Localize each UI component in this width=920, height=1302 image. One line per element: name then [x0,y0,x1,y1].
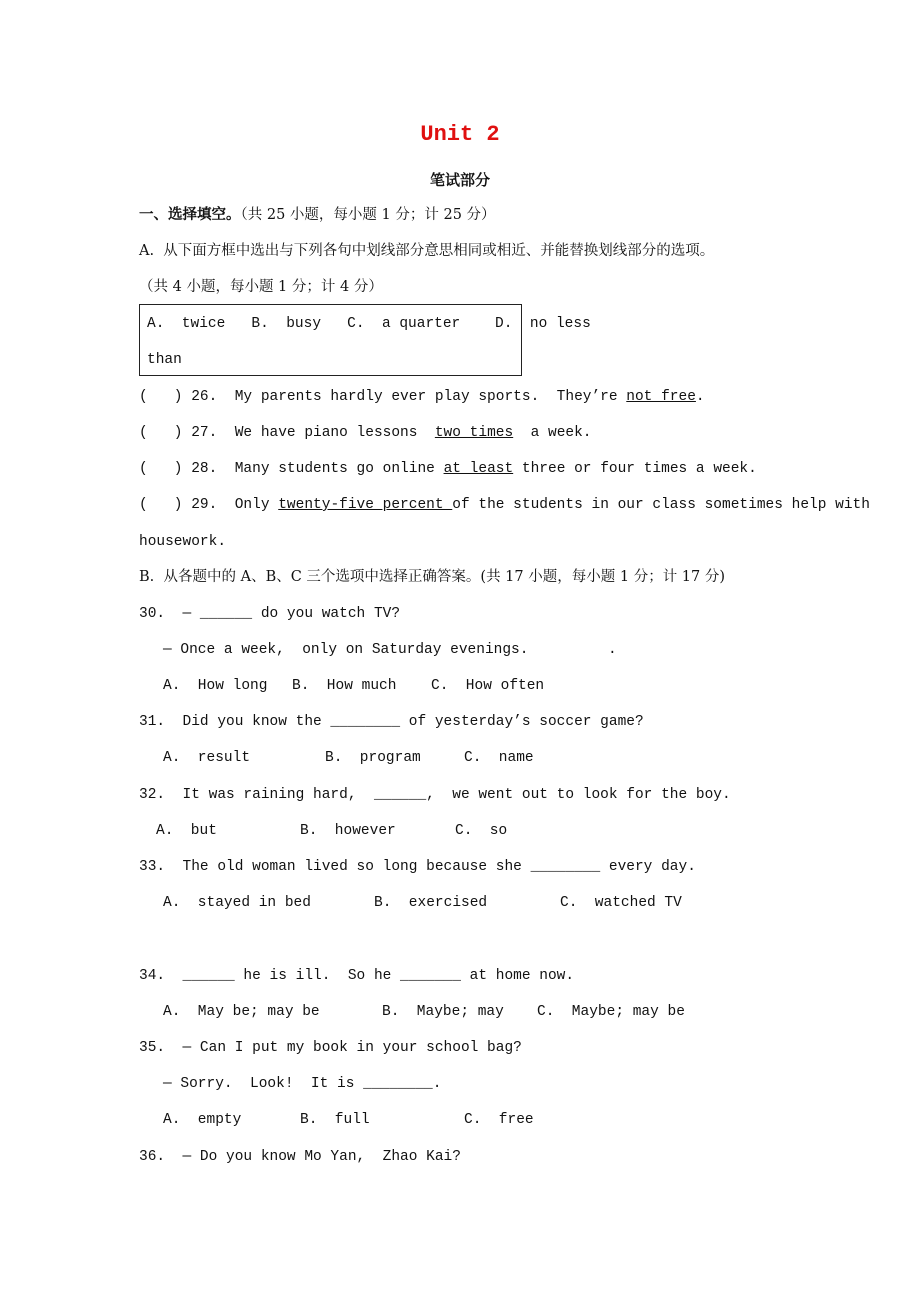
q29-end: of the students in our class sometimes help with [452,497,870,513]
q26-text: ( ) 26. My parents hardly ever play sports. They’re [139,389,627,405]
q35-option-b: B. full [300,1112,370,1128]
q27-text: ( ) 27. We have piano lessons [139,425,435,441]
q26-underlined: not free [626,389,696,405]
question-33: 33. The old woman lived so long because she ________ every day. [139,859,696,875]
q30-option-a: A. How long [163,678,268,694]
q32-option-a: A. but [156,823,217,839]
q34-option-a: A. May be; may be [163,1004,320,1020]
q31-option-a: A. result [163,750,251,766]
q33-option-b: B. exercised [374,895,488,911]
q26-end: . [695,389,705,405]
q27-underlined: two times [434,425,514,441]
partA-instruction: A. 从下面方框中选出与下列各句中划线部分意思相同或相近、并能替换划线部分的选项。 [139,243,715,259]
section1-heading [139,206,496,224]
question-29-continued: housework. [139,534,227,550]
q33-option-c: C. watched TV [560,895,682,911]
q29-text: ( ) 29. Only [139,497,279,513]
question-32: 32. It was raining hard, ______, we went out to look for the boy. [139,787,731,803]
q33-option-a: A. stayed in bed [163,895,311,911]
question-27 [139,424,592,442]
question-26 [139,388,705,406]
box-line-2: than [147,352,182,368]
q34-option-b: B. Maybe; may [382,1004,504,1020]
question-36: 36. — Do you know Mo Yan, Zhao Kai? [139,1149,461,1165]
question-34: 34. ______ he is ill. So he _______ at home now. [139,968,575,984]
q27-end: a week. [513,425,592,441]
question-35: 35. — Can I put my book in your school bag? [139,1040,522,1056]
q32-option-c: C. so [455,823,508,839]
q35-option-a: A. empty [163,1112,242,1128]
q28-underlined: at least [443,461,514,477]
question-31: 31. Did you know the ________ of yesterday’s soccer game? [139,714,644,730]
partB-instruction: B. 从各题中的 A、B、C 三个选项中选择正确答案。(共 17 小题，每小题 1 分；计 17 分) [139,569,726,585]
question-30: 30. — ______ do you watch TV? [139,606,401,622]
q30-option-c: C. How often [431,678,545,694]
question-35-reply: — Sorry. Look! It is ________. [163,1076,442,1092]
box-line-1: A. twice B. busy C. a quarter D. no less [147,316,591,332]
question-29 [139,496,870,514]
q30-option-b: B. How much [292,678,397,694]
section1-heading-note: （共 25 小题，每小题 1 分；计 25 分） [240,207,496,223]
q31-option-c: C. name [464,750,534,766]
question-28 [139,460,757,478]
page-title: Unit 2 [420,122,500,147]
question-30-stray-dot: . [608,642,617,658]
q32-option-b: B. however [300,823,396,839]
q29-underlined: twenty-five percent [278,497,453,513]
partA-note: （共 4 小题，每小题 1 分；计 4 分） [139,279,383,295]
section1-heading-text: 一、选择填空。 [139,206,241,223]
q34-option-c: C. Maybe; may be [537,1004,685,1020]
q31-option-b: B. program [325,750,421,766]
q35-option-c: C. free [464,1112,534,1128]
q28-text: ( ) 28. Many students go online [139,461,444,477]
section-subtitle: 笔试部分 [429,171,490,189]
question-30-reply: — Once a week, only on Saturday evenings. [163,642,529,658]
q28-end: three or four times a week. [513,461,757,477]
